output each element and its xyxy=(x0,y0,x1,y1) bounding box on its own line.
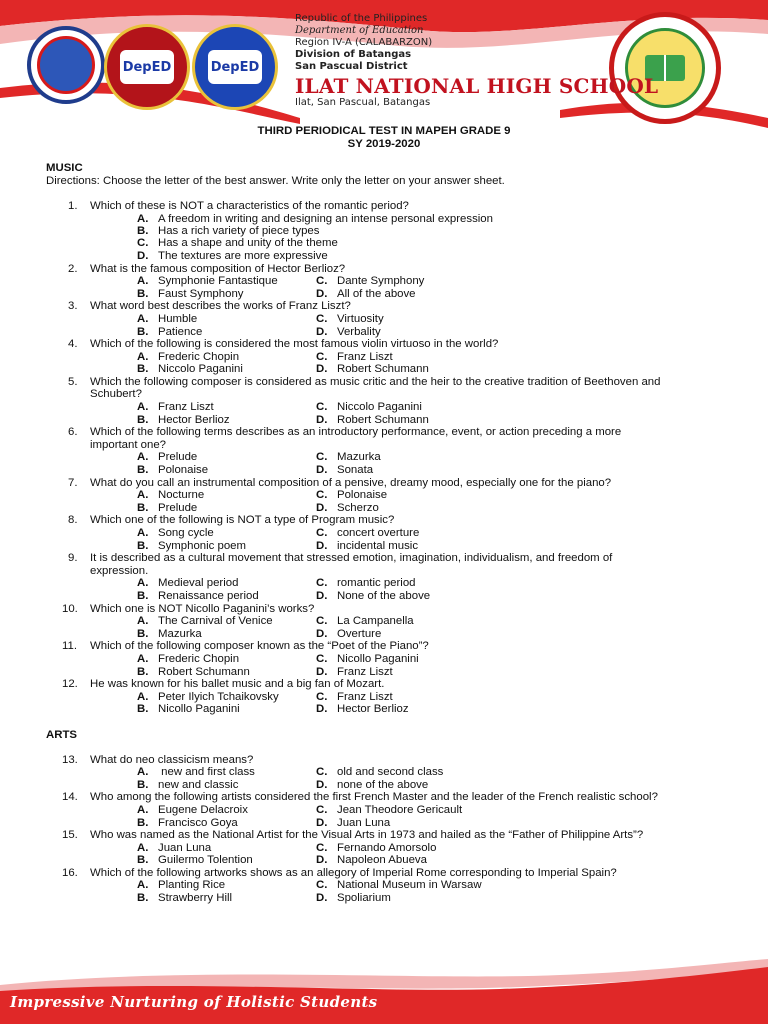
district-line: San Pascual District xyxy=(295,61,408,72)
question-text: Which of these is NOT a characteristics of the romantic period? xyxy=(90,200,409,212)
question-text: Which one of the following is NOT a type of Program music? xyxy=(90,514,395,526)
option-c: C. Polonaise xyxy=(316,489,388,501)
question-number: 1. xyxy=(68,200,78,212)
question-text: Which the following composer is considered as music critic and the heir to the creative tradition of Beethoven and xyxy=(90,376,661,388)
question-number: 13. xyxy=(62,754,78,766)
question-number: 6. xyxy=(68,426,78,438)
option-d: D. none of the above xyxy=(316,779,429,791)
option-c: C. Mazurka xyxy=(316,451,381,463)
question-text: What do neo classicism means? xyxy=(90,754,254,766)
option-d: D. Juan Luna xyxy=(316,817,391,829)
question-number: 8. xyxy=(68,514,78,526)
option-a: A. Frederic Chopin xyxy=(137,351,240,363)
division-line: Division of Batangas xyxy=(295,49,412,60)
footer-swoosh xyxy=(0,955,768,1024)
option-b: B. Niccolo Paganini xyxy=(137,363,243,375)
option-b: B. Has a rich variety of piece types xyxy=(137,225,320,237)
school-motto: Impressive Nurturing of Holistic Students xyxy=(10,993,378,1011)
option-b: B. Guilermo Tolention xyxy=(137,854,253,866)
option-a: A. Eugene Delacroix xyxy=(137,804,248,816)
question-number: 14. xyxy=(62,791,78,803)
question-text: Who was named as the National Artist for the Visual Arts in 1973 and hailed as the “Father of Philippine Arts”? xyxy=(90,829,644,841)
option-b: B. Francisco Goya xyxy=(137,817,238,829)
option-d: D. incidental music xyxy=(316,540,419,552)
option-c: C. National Museum in Warsaw xyxy=(316,879,482,891)
section-heading-music: MUSIC xyxy=(46,162,83,174)
option-b: B. Nicollo Paganini xyxy=(137,703,240,715)
option-d: D. Overture xyxy=(316,628,382,640)
division-batangas-seal-icon xyxy=(104,24,190,110)
option-a: A. Humble xyxy=(137,313,198,325)
question-number: 5. xyxy=(68,376,78,388)
republic-line: Republic of the Philippines xyxy=(295,13,428,24)
question-number: 4. xyxy=(68,338,78,350)
ilat-nhs-logo-icon xyxy=(609,12,721,124)
option-c: C. Has a shape and unity of the theme xyxy=(137,237,338,249)
option-d: D. Franz Liszt xyxy=(316,666,393,678)
option-c: C. Dante Symphony xyxy=(316,275,425,287)
option-b: B. new and classic xyxy=(137,779,239,791)
option-b: B. Symphonic poem xyxy=(137,540,247,552)
option-d: D. Sonata xyxy=(316,464,374,476)
option-d: D. None of the above xyxy=(316,590,431,602)
option-d: D. All of the above xyxy=(316,288,416,300)
option-b: B. Patience xyxy=(137,326,203,338)
option-d: D. Scherzo xyxy=(316,502,379,514)
question-text: What do you call an instrumental composition of a pensive, dreamy mood, especially one for the piano? xyxy=(90,477,612,489)
option-d: D. The textures are more expressive xyxy=(137,250,328,262)
option-d: D. Robert Schumann xyxy=(316,414,429,426)
option-d: D. Spoliarium xyxy=(316,892,391,904)
seal-text: DepED xyxy=(122,59,172,75)
option-a: A. Franz Liszt xyxy=(137,401,214,413)
option-c: C. Fernando Amorsolo xyxy=(316,842,437,854)
option-b: B. Hector Berlioz xyxy=(137,414,230,426)
option-b: B. Polonaise xyxy=(137,464,209,476)
question-text: He was known for his ballet music and a big fan of Mozart. xyxy=(90,678,385,690)
option-b: B. Faust Symphony xyxy=(137,288,244,300)
option-c: C. La Campanella xyxy=(316,615,414,627)
option-b: B. Mazurka xyxy=(137,628,202,640)
school-name: ILAT NATIONAL HIGH SCHOOL xyxy=(295,74,659,98)
option-c: C. Jean Theodore Gericault xyxy=(316,804,463,816)
department-line: Department of Education xyxy=(295,25,424,36)
option-d: D. Napoleon Abueva xyxy=(316,854,427,866)
question-number: 9. xyxy=(68,552,78,564)
question-text: What word best describes the works of Franz Liszt? xyxy=(90,300,351,312)
question-text-cont: expression. xyxy=(90,565,149,577)
question-text-cont: important one? xyxy=(90,439,166,451)
option-a: A. Medieval period xyxy=(137,577,239,589)
seal-text: DepED xyxy=(210,59,260,75)
question-text: Which of the following terms describes as an introductory performance, event, or action preceding a more xyxy=(90,426,622,438)
option-c: C. old and second class xyxy=(316,766,444,778)
question-number: 11. xyxy=(62,640,77,652)
question-number: 15. xyxy=(62,829,78,841)
option-a: A. Frederic Chopin xyxy=(137,653,240,665)
option-a: A. new and first class xyxy=(137,766,255,778)
option-d: D. Verbality xyxy=(316,326,381,338)
option-a: A. Symphonie Fantastique xyxy=(137,275,278,287)
option-c: C. Franz Liszt xyxy=(316,691,393,703)
option-a: A. Nocturne xyxy=(137,489,205,501)
question-text: What is the famous composition of Hector Berlioz? xyxy=(90,263,346,275)
school-address: Ilat, San Pascual, Batangas xyxy=(295,97,431,108)
question-number: 3. xyxy=(68,300,78,312)
question-number: 2. xyxy=(68,263,78,275)
option-b: B. Renaissance period xyxy=(137,590,259,602)
san-pascual-district-seal-icon xyxy=(192,24,278,110)
section-heading-arts: ARTS xyxy=(46,729,78,741)
question-text: Which of the following artworks shows as an allegory of Imperial Rome corresponding to Imperial Spain? xyxy=(90,867,617,879)
question-text: Which of the following is considered the most famous violin virtuoso in the world? xyxy=(90,338,499,350)
option-a: A. The Carnival of Venice xyxy=(137,615,273,627)
question-number: 12. xyxy=(62,678,78,690)
question-number: 10. xyxy=(62,603,78,615)
region-line: Region IV-A (CALABARZON) xyxy=(295,37,433,48)
option-b: B. Robert Schumann xyxy=(137,666,250,678)
question-text: Which one is NOT Nicollo Paganini’s works? xyxy=(90,603,315,615)
question-number: 7. xyxy=(68,477,78,489)
option-a: A. Juan Luna xyxy=(137,842,212,854)
question-text: Which of the following composer known as the “Poet of the Piano”? xyxy=(90,640,429,652)
question-text: It is described as a cultural movement that stressed emotion, imagination, individualism, and freedom of xyxy=(90,552,613,564)
option-a: A. Planting Rice xyxy=(137,879,226,891)
option-a: A. Song cycle xyxy=(137,527,214,539)
question-text-cont: Schubert? xyxy=(90,388,142,400)
option-a: A. Prelude xyxy=(137,451,198,463)
test-title: THIRD PERIODICAL TEST IN MAPEH GRADE 9 xyxy=(257,125,511,137)
option-d: D. Hector Berlioz xyxy=(316,703,409,715)
option-a: A. Peter Ilyich Tchaikovsky xyxy=(137,691,279,703)
option-c: C. Nicollo Paganini xyxy=(316,653,419,665)
option-b: B. Strawberry Hill xyxy=(137,892,233,904)
option-c: C. Franz Liszt xyxy=(316,351,393,363)
option-c: C. concert overture xyxy=(316,527,420,539)
option-a: A. A freedom in writing and designing an intense personal expression xyxy=(137,213,493,225)
question-number: 16. xyxy=(62,867,78,879)
option-c: C. Virtuosity xyxy=(316,313,384,325)
directions: Directions: Choose the letter of the best answer. Write only the letter on your answer sheet. xyxy=(46,175,505,187)
question-text: Who among the following artists considered the first French Master and the leader of the French realistic school? xyxy=(90,791,658,803)
option-c: C. romantic period xyxy=(316,577,416,589)
option-b: B. Prelude xyxy=(137,502,198,514)
deped-seal-icon xyxy=(27,26,105,104)
option-c: C. Niccolo Paganini xyxy=(316,401,422,413)
school-year: SY 2019-2020 xyxy=(347,138,421,150)
option-d: D. Robert Schumann xyxy=(316,363,429,375)
